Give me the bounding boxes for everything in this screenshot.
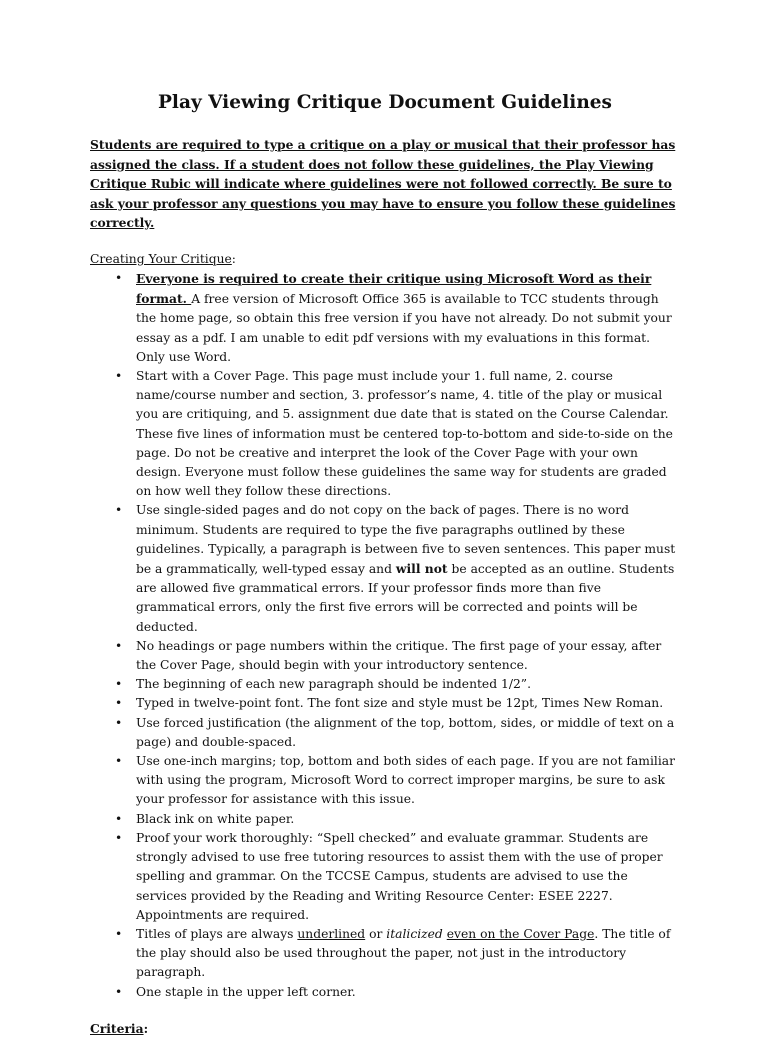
bullet-icon: • [115, 926, 123, 941]
bullet-icon: • [115, 271, 123, 285]
list-item-bold-text: will not [395, 561, 448, 577]
list-item-text: or [365, 926, 387, 941]
underlined-word: underlined [297, 926, 366, 941]
list-item [90, 501, 680, 636]
bullet-icon: • [115, 503, 123, 518]
bullet-icon: • [115, 984, 123, 999]
section-heading-colon: : [231, 251, 236, 266]
list-item [90, 983, 680, 1002]
list-item [90, 810, 680, 829]
list-item-text: Titles of plays are always [136, 926, 298, 941]
list-item-bold-lead: Everyone is required to create their critique using Microsoft Word as their format. [136, 271, 652, 307]
list-item-text: A free version of Microsoft Office 365 is available to TCC students through the home page, so obtain this free version if you have not already. Do not submit your essay as a pdf. I am unable to edit pdf versions with my evaluations in this format. Only use Word. [136, 292, 672, 364]
list-item [90, 925, 680, 983]
section-heading [90, 250, 680, 270]
bullet-icon: • [115, 715, 123, 730]
document-page [90, 92, 680, 1051]
list-item-text: . The title of the play should also be used throughout the paper, not just in the introductory paragraph. [136, 926, 671, 980]
underlined-phrase: even on the Cover Page [446, 926, 595, 941]
bullet-icon: • [115, 754, 123, 769]
list-item-text: Start with a Cover Page. This page must include your 1. full name, 2. course name/course number and section, 3. professor’s name, 4. title of the play or musical you are critiquing, and 5. assignment due date that is stated on the Course Calendar. These five lines of information must be centered top-to-bottom and side-to-side on the page. Do not be creative and interpret the look of the Cover Page with your own design. Everyone must follow these guidelines the same way for students are graded on how well they follow these directions. [136, 369, 673, 499]
list-item [90, 367, 680, 501]
list-item-text: Proof your work thoroughly: “Spell checked” and evaluate grammar. Students are strongly advised to use free tutoring resources to assist them with the use of proper spelling and grammar. On the TCCSE Campus, students are advised to use the services provided by the Reading and Writing Resource Center: ESEE 2227. Appointments are required. [136, 830, 663, 922]
list-item-text: Typed in twelve-point font. The font size and style must be 12pt, Times New Roman. [136, 696, 664, 711]
bullet-icon: • [115, 677, 123, 692]
criteria-heading-text: Criteria [90, 1020, 144, 1036]
section-heading-text: Creating Your Critique [90, 251, 232, 266]
criteria-heading [90, 1019, 680, 1039]
list-item-text: be accepted as an outline. Students are allowed five grammatical errors. If your professor finds more than five grammatical errors, only the first five errors will be corrected and points will be deducted. [136, 562, 675, 634]
italicized-word: italicized [386, 926, 443, 941]
list-item [90, 714, 680, 752]
list-item-text: Use forced justification (the alignment of the top, bottom, sides, or middle of text on a page) and double-spaced. [136, 715, 675, 749]
list-item [90, 269, 680, 367]
list-item [90, 675, 680, 694]
intro-paragraph: Students are required to type a critique on a play or musical that their professor has assigned the class. If a student does not follow these guidelines, the Play Viewing Critique Rubic will indicate where guidelines were not followed correctly. Be sure to ask your professor any questions you may have to ensure you follow these guidelines correctly. [90, 137, 676, 230]
bullet-icon: • [115, 696, 123, 711]
list-item [90, 752, 680, 810]
document-title: Play Viewing Critique Document Guidelines [158, 92, 612, 113]
list-item-text: Use one-inch margins; top, bottom and both sides of each page. If you are not familiar with using the program, Microsoft Word to correct improper margins, be sure to ask your professor for assistance with this issue. [136, 754, 675, 807]
list-item-text: One staple in the upper left corner. [136, 984, 356, 999]
list-item-text: The beginning of each new paragraph should be indented 1/2”. [136, 677, 531, 692]
bullet-icon: • [115, 811, 123, 826]
bullet-icon: • [115, 830, 123, 845]
bullet-icon: • [115, 638, 123, 653]
list-item [90, 829, 680, 925]
criteria-heading-colon: : [143, 1020, 149, 1036]
list-item-text: Black ink on white paper. [136, 811, 295, 826]
list-item-text: Use single-sided pages and do not copy on the back of pages. There is no word minimum. Students are required to type the five paragraphs outlined by these guidelines. Typically, a paragraph is between five to seven sentences. This paper must be a grammatically, well-typed essay and [136, 503, 676, 577]
list-item [90, 694, 680, 713]
guidelines-list [90, 269, 680, 1002]
list-item-text: No headings or page numbers within the critique. The first page of your essay, after the Cover Page, should begin with your introductory sentence. [136, 638, 662, 673]
list-item [90, 637, 680, 675]
bullet-icon: • [115, 369, 123, 384]
